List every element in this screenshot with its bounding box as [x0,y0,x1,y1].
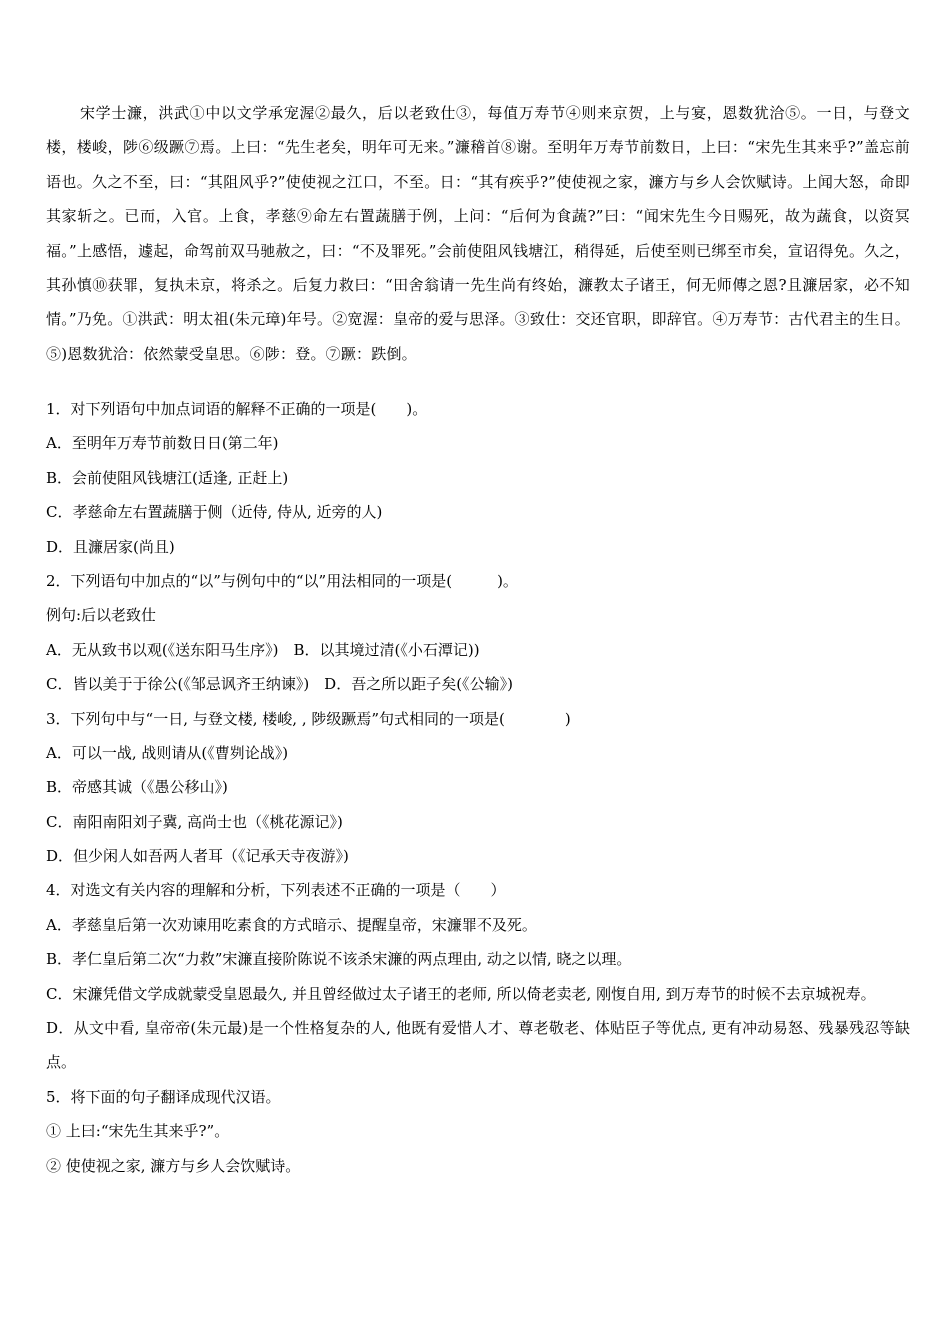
question-4-option-b: B．孝仁皇后第二次“力救”宋濂直接阶陈说不该杀宋濂的两点理由, 动之以情, 晓之以理。 [46,950,632,969]
question-3-option-d: D．但少闲人如吾两人者耳（《记承天寺夜游》) [46,847,349,866]
question-3-option-c: C．南阳南阳刘子冀, 高尚士也（《桃花源记》) [46,812,343,831]
question-4 [46,873,910,1079]
question-2 [46,564,910,702]
question-5 [46,1080,910,1183]
question-3-option-a: A．可以一战, 战则请从(《曹刿论战》) [46,743,289,762]
question-1-option-b: B．会前使阻风钱塘江(适逢, 正赶上) [46,468,289,487]
question-1-option-d: D．且濂居家(尚且) [46,537,175,556]
question-5-stem: 5．将下面的句子翻译成现代汉语。 [46,1087,281,1106]
questions-section [46,392,910,1183]
question-5-sentence-1: ① 上曰:“宋先生其来乎?”。 [46,1122,230,1141]
question-3-stem: 3．下列句中与“一日, 与登文楼, 楼峻, , 陟级蹶焉”句式相同的一项是( ) [46,709,571,728]
question-3-option-b: B．帝感其诚（《愚公移山》) [46,778,228,797]
question-3 [46,702,910,874]
question-5-sentence-2: ② 使使视之家, 濂方与乡人会饮赋诗。 [46,1156,301,1175]
question-2-stem: 2．下列语句中加点的“以”与例句中的“以”用法相同的一项是( )。 [46,571,518,590]
question-4-stem: 4．对选文有关内容的理解和分析，下列表述不正确的一项是（ ） [46,881,506,900]
question-4-option-c: C．宋濂凭借文学成就蒙受皇恩最久, 并且曾经做过太子诸王的老师, 所以倚老卖老, 刚愎自用, 到万寿节的时候不去京城祝寿。 [46,984,876,1003]
question-2-example: 例句:后以老致仕 [46,606,157,625]
question-2-options-cd: C．皆以美于于徐公(《邹忌讽齐王纳谏》) D．吾之所以距子矣(《公输》) [46,675,513,694]
question-1-option-c: C．孝慈命左右置蔬膳于侧（近侍, 侍从, 近旁的人) [46,503,383,522]
question-1-stem: 1．对下列语句中加点词语的解释不正确的一项是( )。 [46,400,428,418]
question-2-options-ab: A．无从致书以观(《送东阳马生序》) B．以其境过清(《小石潭记)) [46,640,480,659]
question-4-option-d: D．从文中看, 皇帝帝(朱元最)是一个性格复杂的人, 他既有爱惜人才、尊老敬老、体贴臣子等优点, 更有冲动易怒、残暴残忍等缺点。 [46,1019,910,1072]
question-1-option-a: A．至明年万寿节前数日日(第二年) [46,434,279,453]
question-1 [46,392,910,564]
question-4-option-a: A．孝慈皇后第一次劝谏用吃素食的方式暗示、提醒皇帝，宋濂罪不及死。 [46,915,537,934]
classical-passage: 宋学士濂，洪武①中以文学承宠渥②最久，后以老致仕③，每值万寿节④则来京贺，上与宴，恩数犹洽⑤。一日，与登文楼，楼峻，陟⑥级蹶⑦焉。上曰：“先生老矣，明年可无来。”濂稽首⑧谢。至明年万寿节前数日，上曰：“宋先生其来乎?”盖忘前语也。久之不至，曰：“其阻风乎?”使使视之江口，不至。日：“其有疾乎?”使使视之家，濂方与乡人会饮赋诗。上闻大怒，命即其家斩之。已而，入官。上食，孝慈⑨命左右置蔬膳于例，上问：“后何为食蔬?”曰：“闻宋先生今日赐死，故为蔬食，以资冥福。”上感悟，遽起，命驾前双马驰赦之，曰：“不及罪死。”会前使阻风钱塘江，稍得延，后使至则已绑至市矣，宣诏得免。久之，其孙慎⑩获罪，复执未京，将杀之。后复力救曰：“田舍翁请一先生尚有终始，濂教太子诸王，何无师傳之恩?且濂居家，必不知情。”乃免。①洪武：明太祖(朱元璋)年号。②宽渥：皇帝的爱与思泽。③致仕：交还官职，即辞官。④万寿节：古代君主的生日。⑤)恩数犹洽：依然蒙受皇思。⑥陟：登。⑦蹶：跌倒。 [46,104,910,363]
